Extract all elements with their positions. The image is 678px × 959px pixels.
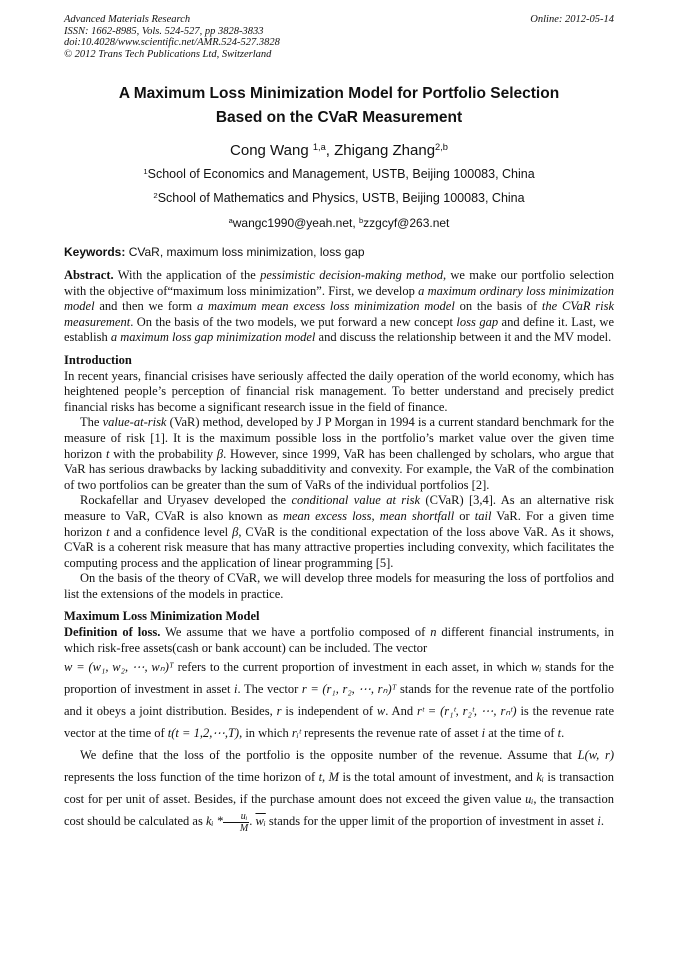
def-text: is the revenue rate vector at the time of: [64, 704, 614, 741]
issn-line: ISSN: 1662-8985, Vols. 524-527, pp 3828-3833: [64, 25, 264, 37]
p3-text: ,: [371, 508, 380, 523]
keywords: [64, 244, 614, 260]
abstract-emph: the CVaR risk measurement: [64, 299, 614, 329]
equation-w: w: [376, 704, 386, 719]
keywords-label: Keywords:: [64, 245, 126, 259]
def-text: different financial instruments, in which risk-free assets(cash or bank account) can be included. The vector: [64, 625, 614, 655]
p3-text: Rockafellar and Uryasev developed the: [80, 493, 292, 508]
p2-text: with the probability: [109, 446, 217, 461]
abstract-emph: a maximum mean excess loss minimization model: [196, 299, 455, 314]
p3-text: VaR. For a given time horizon: [64, 508, 615, 539]
definition-paragraph-1: [64, 625, 614, 656]
def-text: represents the loss function of the time horizon of: [64, 770, 319, 785]
definition-paragraph-2: [64, 656, 614, 744]
p3-emph: mean excess loss: [282, 508, 372, 523]
affiliation-2: [64, 186, 614, 210]
intro-paragraph-4: On the basis of the theory of CVaR, we will develop three models for measuring the loss of portfolios and list the extensions of the models in practice.: [64, 571, 614, 601]
def-text: We define that the loss of the portfolio is the opposite number of the revenue. Assume that: [80, 748, 578, 763]
p3-emph: tail: [474, 508, 492, 523]
author-2-sup: 2,b: [435, 141, 448, 152]
def-text: .: [249, 814, 256, 829]
author-1-sup: 1,a: [312, 141, 326, 152]
journal-header: [64, 14, 614, 60]
equation-w-vector: w = (w₁, w₂, ⋯, wₙ)ᵀ: [64, 660, 174, 675]
copyright-line: © 2012 Trans Tech Publications Ltd, Switzerland: [64, 48, 272, 60]
aff1-sup: 1: [143, 166, 148, 176]
def-text: represents the revenue rate of asset: [300, 726, 482, 741]
definition-paragraph-3: [64, 744, 614, 834]
def-text: , in which: [239, 726, 292, 741]
equation-ki-times: kᵢ *: [205, 814, 223, 829]
abstract-text: , we make our portfolio selection with the objective of“maximum loss minimization”. First, we develop: [64, 268, 614, 298]
def-emph: i: [234, 682, 238, 697]
author-2: Zhigang Zhang: [334, 142, 436, 159]
affiliation-1: [64, 162, 614, 186]
def-emph: i: [481, 726, 486, 741]
abstract: [64, 268, 614, 346]
def-emph: n: [430, 625, 437, 640]
equation-wi: wᵢ: [531, 660, 542, 675]
abstract-label: Abstract.: [64, 268, 114, 282]
email-b-sup: b: [359, 215, 364, 225]
def-emph: t: [318, 770, 323, 785]
doi-line: doi:10.4028/www.scientific.net/AMR.524-527.3828: [64, 37, 280, 48]
p3-text: , CVaR is the conditional expectation of the loss above VaR. As it shows, CVaR is a coherent risk measure that has many attractive properties including convexity, which facilitates the computing process and the application of linear programming [5].: [64, 524, 615, 570]
p3-text: or: [454, 508, 475, 523]
def-text: .: [561, 726, 565, 741]
author-list: Cong Wang $^{1,a}$, Zhigang Zhang$^{2,b}$: [230, 141, 448, 159]
keywords-text: CVaR, maximum loss minimization, loss gap: [128, 245, 365, 259]
aff2-text: School of Mathematics and Physics, USTB, Beijing 100083, China: [157, 191, 525, 205]
p2-text: . However, since 1999, VaR has been challenged by scholars, who argue that VaR has serious drawbacks by lacking subadditivity and convexity. For example, the VaR of the combination of two portfolios can be greater than the sum of VaRs of the individual portfolios [2].: [64, 446, 614, 492]
def-text: ,: [322, 770, 329, 785]
def-emph: t: [557, 726, 562, 741]
journal-name: Advanced Materials Research: [64, 14, 191, 25]
equation-ui: uᵢ: [525, 792, 534, 807]
aff1-text: School of Economics and Management, USTB, Beijing 100083, China: [147, 167, 535, 181]
abstract-text: With the application of the: [117, 268, 261, 282]
equation-rt-vector: rᵗ = (r₁ᵗ, r₂ᵗ, ⋯, rₙᵗ): [416, 704, 517, 719]
def-text: We assume that we have a portfolio composed of: [160, 625, 431, 640]
p3-text: and a confidence level: [109, 524, 233, 539]
title-line-2: Based on the CVaR Measurement: [215, 109, 463, 126]
def-text: refers to the current proportion of investment in each asset, in which: [173, 660, 531, 675]
equation-ki: kᵢ: [536, 770, 544, 785]
intro-paragraph-2: [64, 415, 614, 493]
def-text: stands for the revenue rate of the portfolio and it obeys a joint distribution. Besides,: [64, 682, 614, 719]
equation-fraction: [223, 811, 249, 834]
section-heading-introduction: Introduction: [64, 352, 132, 367]
p2-text: (VaR) method, developed by J P Morgan in 1994 is a current standard benchmark for the measure of risk [1]. It is the maximum possible loss in the portfolio’s market value over the given time horizon: [64, 415, 614, 461]
def-text: stands for the proportion of investment in asset: [64, 660, 614, 697]
def-text: . The vector: [237, 682, 302, 697]
intro-paragraph-1: In recent years, financial crisises have seriously affected the daily operation of the world economy, which has heightened people’s perception of financial risk management. To better understand and precisely predict financial risks has become a significant research issue in the field of finance.: [64, 368, 614, 414]
abstract-emph: pessimistic decision-making method: [260, 268, 443, 282]
def-text: stands for the upper limit of the proportion of investment in asset: [265, 814, 598, 829]
p3-text: (CVaR) [3,4]. As an alternative risk measure to VaR, CVaR is also known as: [64, 493, 614, 523]
abstract-text: and define it. Last, we establish: [64, 314, 614, 345]
email-b: zzgcyf@263.net: [363, 216, 450, 230]
p2-emph: t: [105, 446, 110, 461]
p3-emph: t: [106, 524, 110, 539]
title-line-1: A Maximum Loss Minimization Model for Portfolio Selection: [118, 85, 560, 102]
abstract-emph: a maximum ordinary loss minimization model: [64, 283, 614, 314]
author-1: Cong Wang: [230, 142, 309, 159]
equation-loss-function: L(w, r): [577, 748, 614, 763]
email-a: wangc1990@yeah.net,: [232, 216, 356, 230]
def-emph: M: [328, 770, 340, 785]
p3-emph: β: [232, 524, 239, 539]
aff2-sup: 2: [153, 190, 158, 200]
fraction-denominator: M: [239, 822, 249, 834]
online-date: Online: 2012-05-14: [530, 14, 614, 25]
abstract-text: and then we form: [94, 299, 197, 314]
definition-label: Definition of loss.: [64, 625, 161, 640]
section-heading-model: Maximum Loss Minimization Model: [64, 609, 260, 624]
def-text: , the transaction cost should be calculated as: [64, 792, 614, 829]
equation-t-range: t(t = 1,2,⋯,T): [167, 726, 240, 741]
author-emails: [64, 212, 614, 234]
def-emph: i: [597, 814, 601, 829]
equation-rit: rᵢᵗ: [291, 726, 301, 741]
def-text: at the time of: [485, 726, 558, 741]
def-text: is independent of: [281, 704, 377, 719]
abstract-text: and discuss the relationship between it and the MV model.: [315, 330, 612, 345]
def-text: .: [600, 814, 604, 829]
equation-r: r: [276, 704, 282, 719]
email-a-sup: a: [228, 215, 233, 225]
p2-text: The: [80, 415, 103, 430]
p3-emph: mean shortfall: [379, 508, 455, 523]
def-text: . And: [385, 704, 417, 719]
abstract-emph: loss gap: [456, 314, 499, 329]
p2-emph: β: [216, 446, 224, 461]
equation-w-upper-limit: $\overline{wᵢ}$: [255, 814, 266, 829]
abstract-text: . On the basis of the two models, we put forward a new concept: [130, 314, 457, 329]
paper-page: [64, 14, 614, 834]
paper-title: [64, 82, 614, 130]
equation-r-vector: r = (r₁, r₂, ⋯, rₙ)ᵀ: [301, 682, 397, 697]
def-text: is the total amount of investment, and: [339, 770, 537, 785]
p2-emph: value-at-risk: [102, 415, 167, 430]
abstract-emph: a maximum loss gap minimization model: [110, 330, 316, 345]
p3-emph: conditional value at risk: [291, 493, 421, 508]
intro-paragraph-3: [64, 493, 614, 571]
fraction-numerator: uᵢ: [223, 811, 249, 823]
abstract-text: on the basis of: [454, 299, 542, 314]
def-text: is transaction cost for per unit of asset. Besides, if the purchase amount does not exceed the given value: [64, 770, 614, 807]
